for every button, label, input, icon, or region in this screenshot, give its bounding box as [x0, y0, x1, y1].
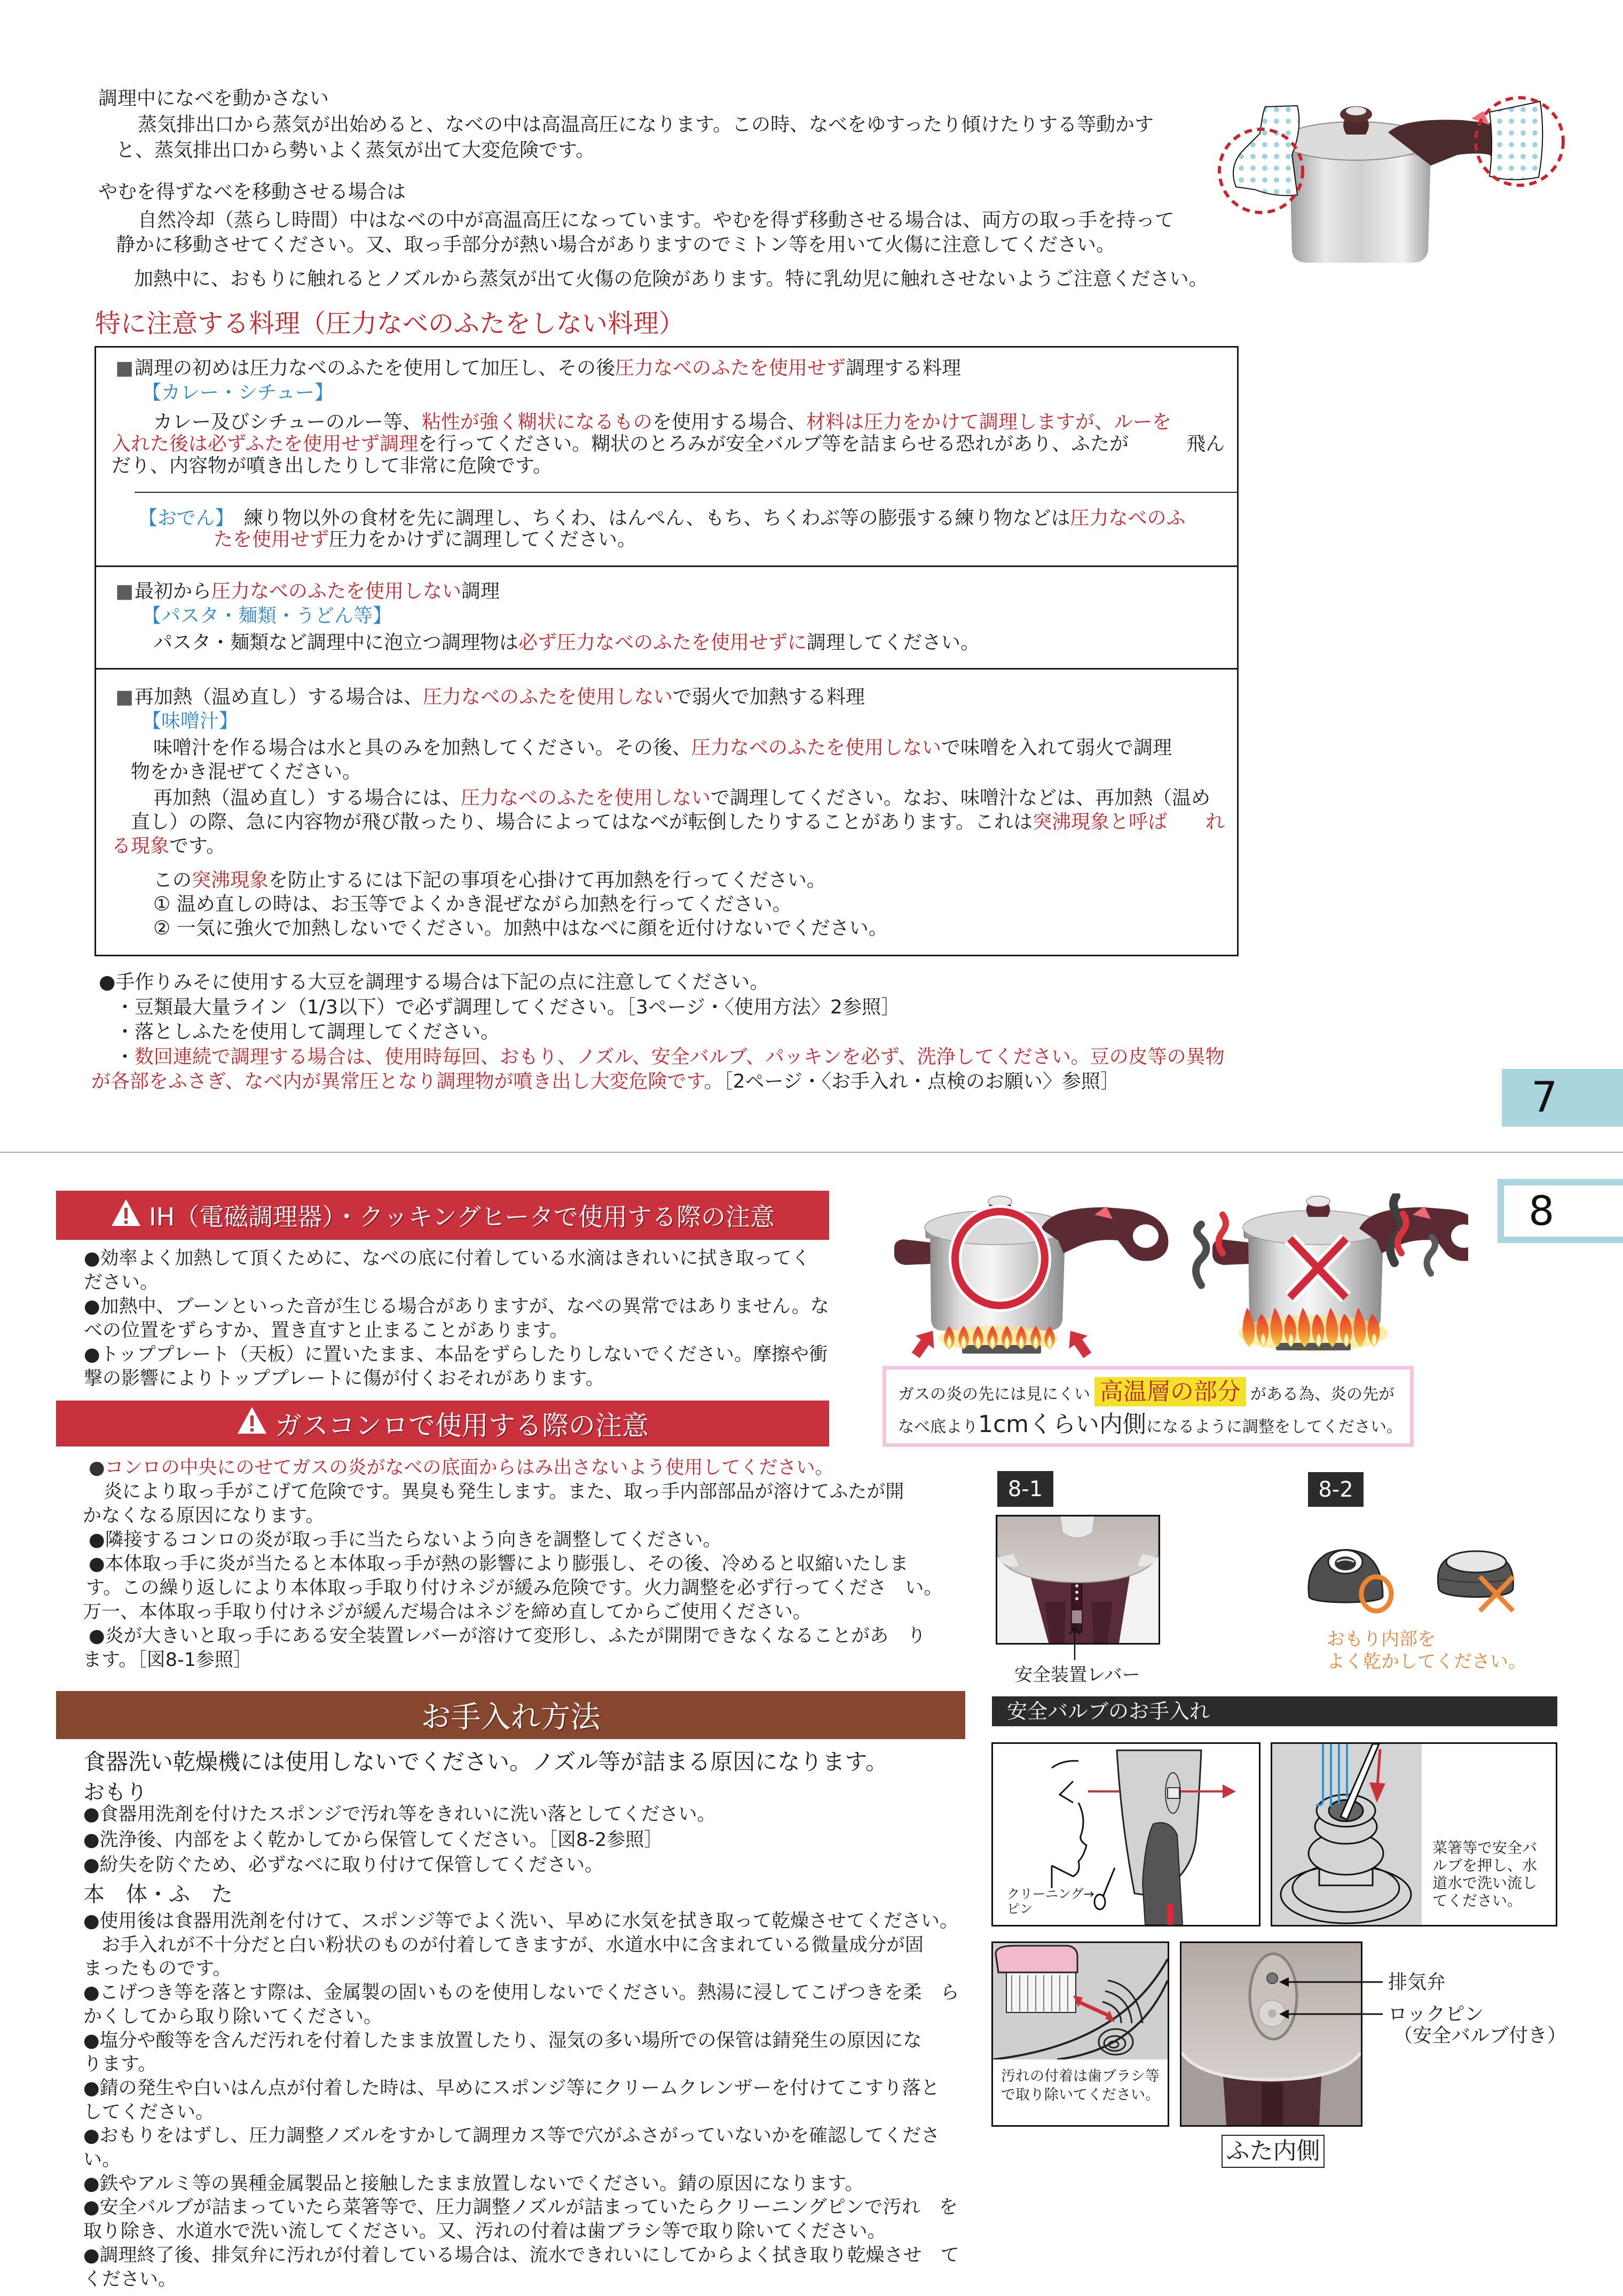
text-line: パスタ・麺類など調理中に泡立つ調理物は必ず圧力なべのふたを使用せずに調理してください。: [153, 632, 980, 654]
text-line: 加熱中に、おもりに触れるとノズルから蒸気が出て火傷の危険があります。特に乳幼児に触れさせないようご注意ください。: [134, 268, 1208, 290]
text-line: ります。: [83, 2054, 157, 2075]
moving-title: 調理中になべを動かさない: [98, 88, 329, 109]
text-line: ●トッププレート（天板）に置いたまま、本品をずらしたりしないでください。摩擦や衝: [84, 1344, 828, 1365]
text-line: が各部をふさぎ、なべ内が異常圧となり調理物が噴き出し大変危険です。［2ページ・〈お手入れ・点検のお願い〉参照］: [91, 1071, 1120, 1092]
category-pasta-noodles: 【パスタ・麺類・うどん等】: [142, 605, 392, 627]
bumping-prevention-list: [153, 868, 888, 940]
care-method-title: お手入れ方法: [421, 1700, 601, 1735]
arrow-up-icon: [1061, 1324, 1097, 1359]
special-dishes-heading: 特に注意する料理（圧力なべのふたをしない料理）: [95, 309, 685, 339]
text-line: と、蒸気排出口から勢いよく蒸気が出て大変危険です。: [116, 139, 595, 161]
text-line: ■調理の初めは圧力なべのふたを使用して加圧し、その後圧力なべのふたを使用せず調理する料理: [115, 357, 962, 379]
chopstick-caption: [1432, 1839, 1537, 1909]
text-line: ●安全バルブが詰まっていたら菜箸等で、圧力調整ノズルが詰まっていたらクリーニングピンで汚れ を: [83, 2197, 958, 2219]
care-body-item: [83, 2124, 959, 2172]
pot-carry-with-mitts-illustration: [1212, 80, 1586, 272]
lid-inside-photo: [1180, 1941, 1362, 2127]
care-body-item: [83, 2196, 959, 2243]
arrow-up-icon: [907, 1324, 942, 1359]
gas-caution-item: [83, 1624, 942, 1672]
toothbrush-caption: [1001, 2067, 1160, 2104]
care-body-item: [83, 2077, 959, 2124]
text-line: 入れた後は必ずふたを使用せず調理を行ってください。糊状のとろみが安全バルブ等を詰まらせる恐れがあり、ふたが 飛ん: [112, 433, 1225, 455]
text-line: 物をかき混ぜてください。: [131, 761, 362, 783]
pasta-body: [153, 632, 980, 654]
text-line: ■最初から圧力なべのふたを使用しない調理: [115, 580, 500, 602]
safety-lever-caption: 安全装置レバー: [1014, 1664, 1140, 1686]
text-line: で取り除いてください。: [1001, 2087, 1160, 2103]
text-line: ●効率よく加熱して頂くために、なべの底に付着している水滴はきれいに拭き取ってく: [84, 1248, 810, 1269]
care-body-item: [83, 1909, 959, 1981]
gas-caution-band: [56, 1401, 829, 1446]
care-weight-item: [83, 1828, 716, 1853]
oden-body: [138, 507, 1186, 551]
text-line: ます。［図8-1参照］: [83, 1649, 252, 1671]
text-line: ●おもりをはずし、圧力調整ノズルをすかして調理カス等で穴がふさがっていないかを確認してくださ: [83, 2125, 940, 2147]
text-line: べの位置をずらすか、置き直すと止まることがあります。: [84, 1320, 569, 1341]
text-line: ●本体取っ手に炎が当たると本体取っ手が熱の影響により膨張し、その後、冷めると収縮いたしま: [89, 1553, 909, 1575]
cleaning-pin-label: [1007, 1886, 1094, 1916]
text-line: 取り除き、水道水で洗い流してください。又、汚れの付着は歯ブラシ等で取り除いてください。: [83, 2221, 886, 2243]
text-line: ●調理終了後、排気弁に汚れが付着している場合は、流水できれいにしてからよく拭き取り乾燥させ て: [83, 2244, 959, 2266]
text-line: ●こげつき等を落とす際は、金属製の固いものを使用しないでください。熱湯に浸してこげつきを柔 ら: [83, 1982, 959, 2004]
figure-label-8-2: 8-2: [1308, 1472, 1364, 1507]
text-line: ルブを押し、水: [1432, 1857, 1538, 1874]
divider: [135, 492, 1237, 493]
weight-warning: [116, 267, 1208, 292]
text-line: 撃の影響によりトッププレートに傷が付くおそれがあります。: [84, 1368, 604, 1389]
flame-tip-caption: [898, 1377, 1410, 1442]
text-line: 自然冷却（蒸らし時間）中はなべの中が高温高圧になっています。やむを得ず移動させる場合は、両方の取っ手を持って: [138, 209, 1175, 231]
text-line: ・落としふたを使用して調理してください。: [115, 1021, 500, 1043]
arrow-up-icon: [1067, 1625, 1083, 1661]
carrying-title: やむを得ずなべを移動させる場合は: [98, 181, 406, 203]
bumping-warning-body: [112, 786, 1225, 858]
page-number: 7: [1531, 1074, 1558, 1122]
special-dishes-box: [94, 346, 1239, 956]
toothbrush-cleaning-illustration: [991, 1941, 1169, 2127]
figure-8-2-weight-drying-illustration: [1303, 1546, 1527, 1618]
text-line: この突沸現象を防止するには下記の事項を心掛けて再加熱を行ってください。: [153, 869, 826, 891]
lock-pin-label: ロックピン: [1388, 2003, 1484, 2025]
text-line: お手入れが不十分だと白い粉状のものが付着してきますが、水道水中に含まれている微量成分が固: [101, 1934, 924, 1956]
text-line: 炎により取っ手がこげて危険です。異臭も発生します。また、取っ手内部部品が溶けてふたが開: [104, 1481, 904, 1503]
text-line: ① 温め直しの時は、お玉等でよくかき混ぜながら加熱を行ってください。: [153, 893, 792, 915]
text-line: ください。: [83, 2268, 177, 2290]
gas-caution-title: ガスコンロで使用する際の注意: [275, 1410, 649, 1441]
text-line: てください。: [1432, 1892, 1523, 1909]
text-line: 直し）の際、急に内容物が飛び散ったり、場合によってはなべが転倒したりすることがあります。これは突沸現象と呼ば れ: [131, 811, 1225, 833]
text-line: ●隣接するコンロの炎が取っ手に当たらないよう向きを調整してください。: [89, 1529, 722, 1551]
text-line: ② 一気に強火で加熱しないでください。加熱中はなべに顔を近付けないでください。: [153, 917, 888, 939]
care-body-item: [83, 2172, 959, 2196]
text-line: ●使用後は食器用洗剤を付けて、スポンジ等でよく洗い、早めに水気を拭き取って乾燥させてください。: [83, 1910, 958, 1932]
care-weight-item: [83, 1853, 716, 1878]
text-line: ださい。: [84, 1272, 159, 1293]
text-line: 【おでん】 練り物以外の食材を先に調理し、ちくわ、はんぺん、もち、ちくわぶ等の膨張する練り物などは圧力なべのふ: [138, 507, 1186, 529]
care-method-band: [56, 1691, 965, 1739]
lock-pin-note: （安全バルブ付き）: [1393, 2025, 1567, 2047]
text-line: ピン: [1007, 1901, 1033, 1916]
divider: [96, 668, 1237, 670]
text-line: ●手作りみそに使用する大豆を調理する場合は下記の点に注意してください。: [99, 971, 769, 993]
care-weight-heading: おもり: [83, 1780, 147, 1805]
text-line: 汚れの付着は歯ブラシ等: [1001, 2068, 1160, 2085]
text-line: かなくなる原因になります。: [83, 1505, 325, 1527]
carrying-body: [116, 208, 1174, 257]
care-intro: 食器洗い乾燥機には使用しないでください。ノズル等が詰まる原因になります。: [83, 1749, 888, 1775]
ih-caution-item: [84, 1247, 829, 1295]
text-line: なべ底より1cmくらい内側になるように調整をしてください。: [898, 1411, 1403, 1438]
care-weight-list: [83, 1802, 716, 1878]
divider: [96, 565, 1237, 567]
text-line: 道水で洗い流し: [1432, 1874, 1538, 1892]
text-line: ●加熱中、ブーンといった音が生じる場合がありますが、なべの異常ではありません。な: [84, 1296, 829, 1317]
text-line: ●錆の発生や白いはん点が付着した時は、早めにスポンジ等にクリームクレンザーを付けてこすり落と: [83, 2077, 940, 2099]
text-line: まったものです。: [83, 1958, 232, 1980]
text-line: 再加熱（温め直し）する場合には、圧力なべのふたを使用しないで調理してください。なお、味噌汁などは、再加熱（温め: [153, 787, 1211, 809]
care-body-lid-heading: 本 体・ふ た: [83, 1882, 233, 1907]
curry-stew-body: [112, 411, 1225, 477]
text-line: ・豆類最大量ライン（1/3以下）で必ず調理してください。［3ページ・〈使用方法〉2参照］: [115, 996, 900, 1018]
figure-label-8-1: 8-1: [997, 1471, 1053, 1507]
soybean-notes: [91, 970, 1225, 1095]
text-line: す。この繰り返しにより本体取っ手取り付けネジが緩み危険です。火力調整を必ず行ってくださ い。: [86, 1577, 943, 1599]
care-body-lid-list: [83, 1909, 959, 2291]
care-body-item: [83, 1981, 959, 2028]
flame-tip-caption-box: [883, 1366, 1414, 1447]
toothbrush-icon: [996, 1946, 1077, 1972]
part-leader-lines: [1276, 1970, 1388, 2024]
miso-soup-body: [131, 736, 1172, 784]
care-body-item: [83, 2244, 959, 2291]
text-line: 菜箸等で安全バ: [1432, 1839, 1538, 1857]
text-line: してください。: [83, 2101, 215, 2123]
arrow-left-icon: [1279, 1977, 1289, 1987]
moving-body: [116, 112, 1154, 163]
ih-caution-band: [56, 1191, 829, 1240]
lid-inside-caption: ふた内側: [1222, 2135, 1325, 2168]
section-title-pressure-then-lid-off: [115, 356, 961, 381]
gas-caution-item: [83, 1528, 942, 1552]
arrow-left-icon: [1279, 2009, 1289, 2019]
text-line: だり、内容物が噴き出したりして非常に危険です。: [112, 455, 553, 477]
text-line: ●炎が大きいと取っ手にある安全装置レバーが溶けて変形し、ふたが開閉できなくなることがあ り: [89, 1625, 926, 1647]
text-line: 静かに移動させてください。又、取っ手部分が熱い場合がありますのでミトン等を用いて火傷に注意してください。: [116, 234, 1116, 256]
gas-caution-item: [83, 1552, 942, 1624]
text-line: ■再加熱（温め直し）する場合は、圧力なべのふたを使用しないで弱火で加熱する料理: [115, 686, 865, 708]
gas-caution-list: [83, 1456, 942, 1672]
care-weight-item: [83, 1802, 716, 1828]
text-line: ●鉄やアルミ等の異種金属製品と接触したまま放置しないでください。錆の原因になります。: [83, 2173, 864, 2195]
text-line: たを使用せず圧力をかけずに調理してください。: [214, 529, 637, 551]
text-line: ●コンロの中央にのせてガスの炎がなべの底面からはみ出さないよう使用してください。: [89, 1457, 834, 1479]
gas-flame-comparison-illustration: [881, 1193, 1468, 1359]
gas-caution-item: [83, 1456, 942, 1528]
text-line: カレー及びシチューのルー等、粘性が強く糊状になるものを使用する場合、材料は圧力をかけて調理しますが、ルーを: [153, 411, 1171, 433]
text-line: ●食器用洗剤を付けたスポンジで汚れ等をきれいに洗い落としてください。: [83, 1804, 716, 1825]
text-line: よく乾かしてください。: [1327, 1651, 1526, 1672]
category-curry-stew: 【カレー・シチュー】: [142, 382, 334, 404]
page-number-tab-7: [1502, 1069, 1623, 1127]
ih-caution-item: [84, 1343, 829, 1391]
valve-inspection-illustration: [991, 1742, 1260, 1927]
safety-lever: [1072, 1610, 1082, 1623]
text-line: 味噌汁を作る場合は水と具のみを加熱してください。その後、圧力なべのふたを使用しないで味噌を入れて弱火で調理: [153, 737, 1172, 759]
text-line: る現象です。: [112, 835, 226, 857]
warning-triangle-icon: [237, 1406, 267, 1441]
section-title-never-lid: [115, 580, 500, 603]
safety-valve-care-header: 安全バルブのお手入れ: [992, 1696, 1557, 1726]
page-divider: [0, 1152, 1623, 1153]
text-line: 蒸気排出口から蒸気が出始めると、なべの中は高温高圧になります。この時、なべをゆすったり傾けたりする等動かす: [138, 114, 1154, 136]
exhaust-valve-label: 排気弁: [1388, 1971, 1446, 1993]
text-line: ●塩分や酸等を含んだ汚れを付着したまま放置したり、湿気の多い場所での保管は錆発生の原因にな: [83, 2030, 922, 2051]
valve-chopstick-illustration: [1271, 1742, 1557, 1927]
page-number: 8: [1529, 1187, 1555, 1235]
warning-triangle-icon: [111, 1198, 141, 1233]
text-line: おもり内部を: [1327, 1629, 1436, 1650]
page-number-tab-8: [1498, 1179, 1623, 1243]
text-line: ガスの炎の先には見にくい 高温層の部分 がある為、炎の先が: [898, 1378, 1394, 1405]
text-line: い。: [83, 2149, 121, 2171]
category-miso-soup: 【味噌汁】: [142, 710, 239, 732]
ih-caution-title: IH（電磁調理器）・クッキングヒータで使用する際の注意: [149, 1202, 775, 1231]
text-line: ・数回連続で調理する場合は、使用時毎回、おもり、ノズル、安全バルブ、パッキンを必ず、洗浄してください。豆の皮等の異物: [115, 1045, 1225, 1068]
care-body-item: [83, 2029, 959, 2077]
ih-caution-item: [84, 1295, 829, 1343]
section-title-reheating: [115, 686, 865, 709]
weight-drying-caption: [1327, 1628, 1526, 1673]
text-line: かくしてから取り除いてください。: [83, 2006, 383, 2027]
ih-caution-list: [84, 1247, 829, 1391]
text-line: ●紛失を防ぐため、必ずなべに取り付けて保管してください。: [83, 1854, 604, 1876]
text-line: 万一、本体取っ手取り付けネジが緩んだ場合はネジを締め直してからご使用ください。: [83, 1601, 812, 1623]
text-line: クリーニング→: [1007, 1886, 1094, 1901]
text-line: ●洗浄後、内部をよく乾かしてから保管してください。［図8-2参照］: [83, 1829, 663, 1851]
